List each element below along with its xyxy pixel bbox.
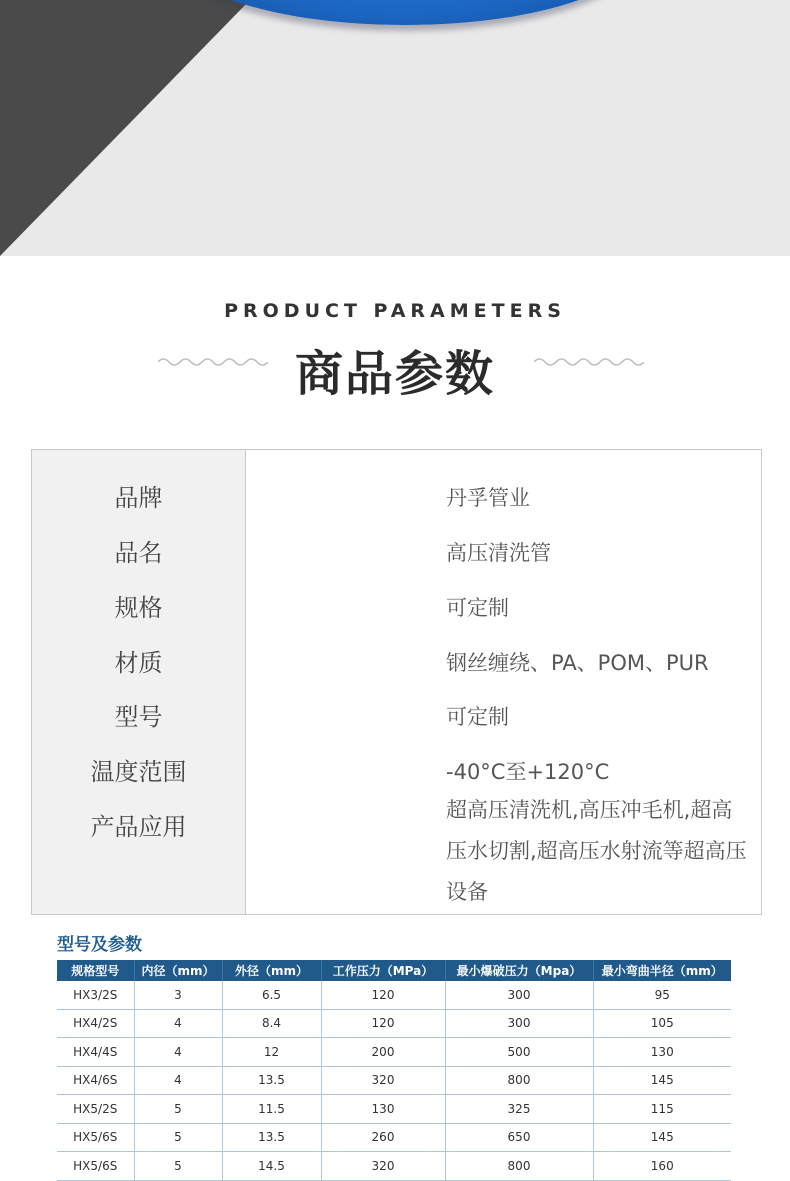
cell-model: HX4/6S <box>57 1066 134 1095</box>
cell-model: HX4/4S <box>57 1038 134 1067</box>
spec-table-header-row <box>57 960 731 981</box>
cell-outer-diameter: 13.5 <box>222 1123 321 1152</box>
cell-model: HX5/6S <box>57 1123 134 1152</box>
cell-burst-pressure: 500 <box>445 1038 593 1067</box>
header-burst-pressure: 最小爆破压力（Mpa） <box>445 960 593 981</box>
header-working-pressure: 工作压力（MPa） <box>321 960 445 981</box>
cell-inner-diameter: 5 <box>134 1095 222 1124</box>
cell-bend-radius: 95 <box>593 981 731 1009</box>
cell-burst-pressure: 300 <box>445 1009 593 1038</box>
param-label-brand: 品牌 <box>114 484 163 512</box>
cell-bend-radius: 145 <box>593 1066 731 1095</box>
cell-outer-diameter: 6.5 <box>222 981 321 1009</box>
cell-inner-diameter: 4 <box>134 1066 222 1095</box>
spec-table-title: 型号及参数 <box>57 935 142 955</box>
table-row <box>57 1152 731 1181</box>
cell-model: HX4/2S <box>57 1009 134 1038</box>
cell-working-pressure: 260 <box>321 1123 445 1152</box>
param-label-product-name: 品名 <box>114 539 163 567</box>
blue-hose-coil <box>175 0 635 25</box>
param-value-material: 钢丝缠绕、PA、POM、PUR <box>446 651 709 675</box>
header-outer-diameter: 外径（mm） <box>222 960 321 981</box>
param-value-brand: 丹孚管业 <box>446 486 530 510</box>
wave-decoration-right <box>534 355 644 369</box>
cell-inner-diameter: 4 <box>134 1009 222 1038</box>
cell-inner-diameter: 5 <box>134 1123 222 1152</box>
table-row <box>57 1123 731 1152</box>
table-row <box>57 1009 731 1038</box>
parameter-table <box>31 449 762 915</box>
cell-outer-diameter: 13.5 <box>222 1066 321 1095</box>
cell-burst-pressure: 325 <box>445 1095 593 1124</box>
cell-burst-pressure: 650 <box>445 1123 593 1152</box>
table-row <box>57 1066 731 1095</box>
cell-model: HX3/2S <box>57 981 134 1009</box>
param-value-model: 可定制 <box>446 705 509 729</box>
cell-bend-radius: 130 <box>593 1038 731 1067</box>
section-title-english: PRODUCT PARAMETERS <box>224 300 566 322</box>
param-label-application: 产品应用 <box>90 813 187 841</box>
section-title-chinese: 商品参数 <box>294 346 495 402</box>
cell-model: HX5/6S <box>57 1152 134 1181</box>
table-row <box>57 981 731 1009</box>
cell-working-pressure: 120 <box>321 981 445 1009</box>
cell-working-pressure: 320 <box>321 1152 445 1181</box>
cell-inner-diameter: 4 <box>134 1038 222 1067</box>
cell-bend-radius: 105 <box>593 1009 731 1038</box>
cell-outer-diameter: 12 <box>222 1038 321 1067</box>
param-label-spec: 规格 <box>114 594 163 622</box>
cell-burst-pressure: 300 <box>445 981 593 1009</box>
cell-inner-diameter: 3 <box>134 981 222 1009</box>
param-label-material: 材质 <box>114 649 163 677</box>
product-photo <box>0 0 790 256</box>
cell-outer-diameter: 8.4 <box>222 1009 321 1038</box>
cell-bend-radius: 160 <box>593 1152 731 1181</box>
cell-model: HX5/2S <box>57 1095 134 1124</box>
param-value-spec: 可定制 <box>446 596 509 620</box>
cell-burst-pressure: 800 <box>445 1066 593 1095</box>
param-value-application: 超高压清洗机,高压冲毛机,超高压水切割,超高压水射流等超高压设备 <box>446 798 747 904</box>
cell-working-pressure: 200 <box>321 1038 445 1067</box>
header-bend-radius: 最小弯曲半径（mm） <box>593 960 731 981</box>
cell-bend-radius: 145 <box>593 1123 731 1152</box>
cell-working-pressure: 130 <box>321 1095 445 1124</box>
cell-outer-diameter: 14.5 <box>222 1152 321 1181</box>
cell-burst-pressure: 800 <box>445 1152 593 1181</box>
param-value-temperature: -40°C至+120°C <box>446 760 610 784</box>
parameter-label-column <box>32 450 246 914</box>
param-value-product-name: 高压清洗管 <box>446 541 551 565</box>
table-row <box>57 1095 731 1124</box>
header-inner-diameter: 内径（mm） <box>134 960 222 981</box>
param-label-model: 型号 <box>114 703 163 731</box>
cell-working-pressure: 120 <box>321 1009 445 1038</box>
header-model: 规格型号 <box>57 960 134 981</box>
spec-table <box>57 960 731 1181</box>
param-label-temperature: 温度范围 <box>90 758 187 786</box>
cell-bend-radius: 115 <box>593 1095 731 1124</box>
cell-inner-diameter: 5 <box>134 1152 222 1181</box>
photo-dark-corner <box>0 0 250 256</box>
table-row <box>57 1038 731 1067</box>
cell-outer-diameter: 11.5 <box>222 1095 321 1124</box>
cell-working-pressure: 320 <box>321 1066 445 1095</box>
